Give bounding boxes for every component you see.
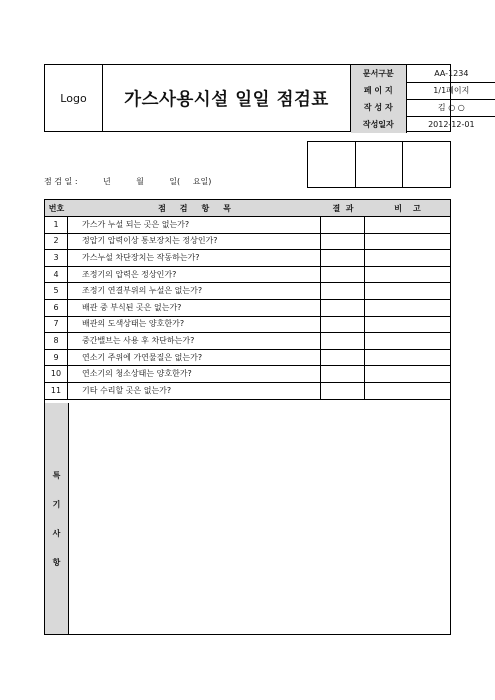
table-row — [45, 249, 450, 267]
row-number: 5 — [45, 282, 68, 299]
row-item: 조정기의 압력은 정상인가? — [68, 266, 321, 283]
row-item: 배관 중 부식된 곳은 없는가? — [68, 299, 321, 316]
note-cell[interactable] — [365, 365, 450, 382]
result-cell[interactable] — [321, 266, 365, 283]
info-row-date — [351, 116, 495, 133]
info-label: 페 이 지 — [351, 82, 407, 99]
note-cell[interactable] — [365, 233, 450, 250]
info-label: 문서구분 — [351, 65, 407, 82]
info-row-author — [351, 99, 495, 117]
row-item: 중간밸브는 사용 후 차단하는가? — [68, 332, 321, 349]
row-item: 가스가 누설 되는 곳은 없는가? — [68, 216, 321, 233]
remarks-char: 사 — [52, 528, 61, 538]
result-cell[interactable] — [321, 299, 365, 316]
table-row — [45, 316, 450, 334]
logo: Logo — [45, 65, 103, 131]
table-row — [45, 382, 450, 400]
row-number: 9 — [45, 349, 68, 366]
table-row — [45, 365, 450, 383]
result-cell[interactable] — [321, 382, 365, 399]
result-cell[interactable] — [321, 282, 365, 299]
row-item: 연소기의 청소상태는 양호한가? — [68, 365, 321, 382]
row-item: 기타 수리할 곳은 없는가? — [68, 382, 321, 399]
info-value: 김 ○ ○ — [437, 103, 465, 112]
note-cell[interactable] — [365, 266, 450, 283]
info-value: 2012-12-01 — [428, 120, 475, 129]
inspection-date-line[interactable]: 점 검 일 : 년 월 일( 요일) — [44, 177, 212, 186]
result-cell[interactable] — [321, 216, 365, 233]
info-value: AA-1234 — [434, 69, 469, 78]
result-cell[interactable] — [321, 316, 365, 333]
table-row — [45, 216, 450, 234]
table-row — [45, 299, 450, 317]
row-number: 1 — [45, 216, 68, 233]
table-row — [45, 282, 450, 300]
row-number: 11 — [45, 382, 68, 399]
info-row-doc-type — [351, 65, 495, 83]
result-cell[interactable] — [321, 332, 365, 349]
info-row-page — [351, 82, 495, 100]
document-info-table — [351, 65, 475, 131]
row-item: 정압기 압력이상 통보장치는 정상인가? — [68, 233, 321, 250]
row-number: 7 — [45, 316, 68, 333]
row-number: 3 — [45, 249, 68, 266]
result-cell[interactable] — [321, 249, 365, 266]
info-label: 작성일자 — [351, 116, 407, 133]
remarks-char: 항 — [52, 557, 61, 567]
row-item: 가스누설 차단장치는 작동하는가? — [68, 249, 321, 266]
row-number: 4 — [45, 266, 68, 283]
note-cell[interactable] — [365, 332, 450, 349]
table-row — [45, 332, 450, 350]
header-note: 비 고 — [365, 200, 450, 217]
note-cell[interactable] — [365, 299, 450, 316]
result-cell[interactable] — [321, 233, 365, 250]
row-item: 조정기 연결부위의 누설은 없는가? — [68, 282, 321, 299]
note-cell[interactable] — [365, 282, 450, 299]
remarks-textarea[interactable] — [69, 403, 450, 634]
info-label: 작 성 자 — [351, 99, 407, 116]
result-cell[interactable] — [321, 365, 365, 382]
approval-box[interactable] — [356, 142, 404, 187]
checklist-table — [44, 199, 451, 635]
row-number: 8 — [45, 332, 68, 349]
approval-box[interactable] — [308, 142, 356, 187]
row-item: 배관의 도색상태는 양호한가? — [68, 316, 321, 333]
header-result: 결 과 — [321, 200, 366, 217]
note-cell[interactable] — [365, 216, 450, 233]
note-cell[interactable] — [365, 349, 450, 366]
table-row — [45, 266, 450, 284]
header-item: 점 검 항 목 — [68, 200, 322, 217]
header-no: 번호 — [45, 200, 69, 217]
row-number: 2 — [45, 233, 68, 250]
approval-boxes — [307, 141, 451, 188]
row-item: 연소기 주위에 가연물질은 없는가? — [68, 349, 321, 366]
remarks-char: 특 — [52, 470, 61, 480]
remarks-label — [45, 403, 69, 634]
row-number: 6 — [45, 299, 68, 316]
remarks-section — [45, 403, 450, 634]
remarks-char: 기 — [52, 499, 61, 509]
note-cell[interactable] — [365, 316, 450, 333]
approval-box[interactable] — [403, 142, 450, 187]
note-cell[interactable] — [365, 249, 450, 266]
info-value: 1/1페이지 — [433, 86, 470, 95]
note-cell[interactable] — [365, 382, 450, 399]
result-cell[interactable] — [321, 349, 365, 366]
page-title: 가스사용시설 일일 점검표 — [103, 65, 351, 131]
row-number: 10 — [45, 365, 68, 382]
table-row — [45, 233, 450, 251]
table-row — [45, 349, 450, 367]
document-header — [44, 64, 475, 132]
